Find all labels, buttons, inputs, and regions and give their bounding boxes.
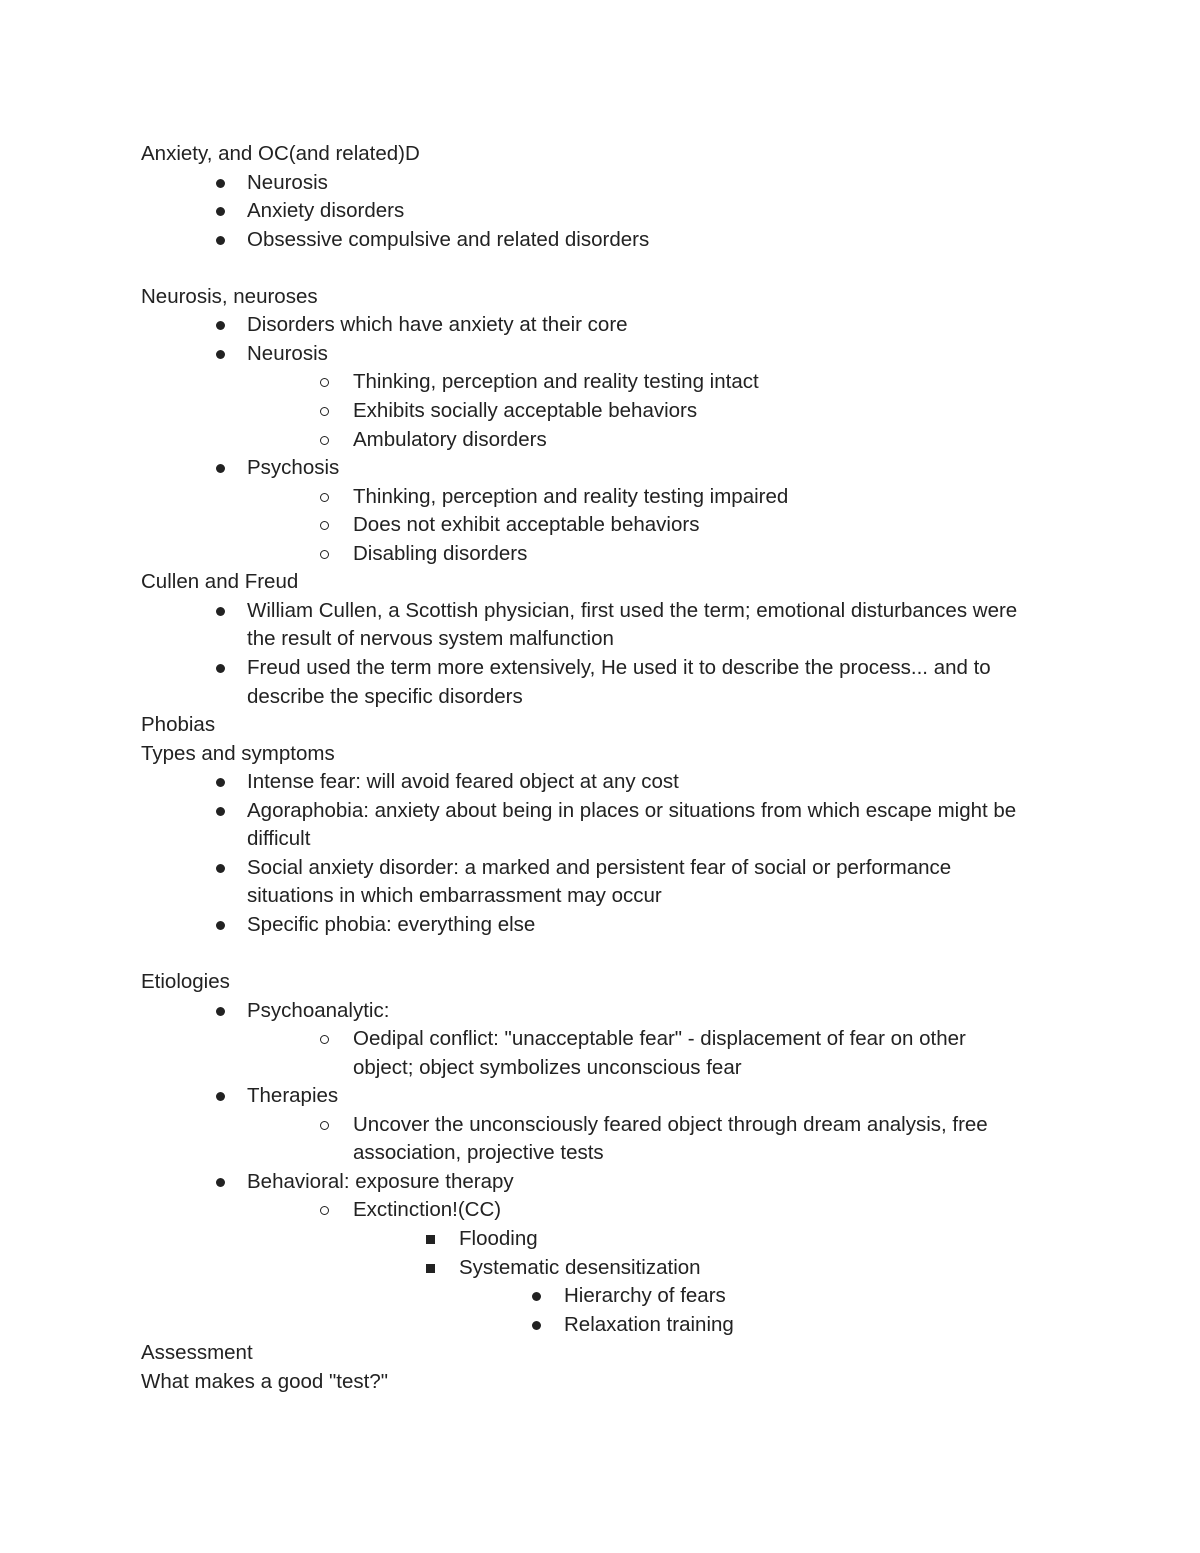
list-item: Ambulatory disorders bbox=[353, 427, 547, 451]
disc-bullet-icon bbox=[216, 464, 225, 473]
disc-bullet-icon bbox=[216, 807, 225, 816]
list-item: Agoraphobia: anxiety about being in places or situations from which escape might be bbox=[247, 798, 1017, 822]
list-item: Obsessive compulsive and related disorders bbox=[247, 227, 650, 251]
disc-bullet-icon bbox=[216, 350, 225, 359]
section-heading: Neurosis, neuroses bbox=[141, 284, 318, 308]
disc-bullet-icon bbox=[216, 207, 225, 216]
circle-bullet-icon bbox=[320, 1035, 329, 1044]
list-item: Uncover the unconsciously feared object through dream analysis, free bbox=[353, 1112, 988, 1136]
list-item: Behavioral: exposure therapy bbox=[247, 1169, 514, 1193]
list-item-continuation: the result of nervous system malfunction bbox=[247, 627, 614, 651]
list-item-continuation: association, projective tests bbox=[353, 1141, 604, 1165]
list-item: Anxiety disorders bbox=[247, 199, 405, 223]
list-item: Intense fear: will avoid feared object at any cost bbox=[247, 770, 679, 794]
list-item: Exhibits socially acceptable behaviors bbox=[353, 398, 698, 422]
section-heading: Types and symptoms bbox=[141, 741, 335, 765]
circle-bullet-icon bbox=[320, 550, 329, 559]
disc-bullet-icon bbox=[216, 607, 225, 616]
list-item-continuation: describe the specific disorders bbox=[247, 684, 523, 708]
disc-bullet-icon bbox=[532, 1321, 541, 1330]
list-item: Neurosis bbox=[247, 170, 328, 194]
section-heading: What makes a good "test?" bbox=[141, 1369, 389, 1393]
list-item: Psychosis bbox=[247, 456, 340, 480]
list-item: Systematic desensitization bbox=[459, 1255, 701, 1279]
list-item: Relaxation training bbox=[564, 1312, 734, 1336]
circle-bullet-icon bbox=[320, 436, 329, 445]
list-item: Does not exhibit acceptable behaviors bbox=[353, 513, 700, 537]
disc-bullet-icon bbox=[216, 921, 225, 930]
section-heading: Etiologies bbox=[141, 970, 230, 993]
list-item: Therapies bbox=[247, 1084, 339, 1108]
list-item: Exctinction!(CC) bbox=[353, 1198, 502, 1222]
disc-bullet-icon bbox=[532, 1292, 541, 1301]
list-item: Neurosis bbox=[247, 341, 328, 365]
list-item-continuation: object; object symbolizes unconscious fear bbox=[353, 1055, 742, 1079]
list-item: Flooding bbox=[459, 1226, 538, 1250]
list-item: Social anxiety disorder: a marked and persistent fear of social or performance bbox=[247, 855, 952, 879]
section-heading: Anxiety, and OC(and related)D bbox=[141, 142, 420, 165]
disc-bullet-icon bbox=[216, 321, 225, 330]
list-item: Psychoanalytic: bbox=[247, 998, 390, 1022]
list-item: Thinking, perception and reality testing intact bbox=[353, 370, 759, 394]
circle-bullet-icon bbox=[320, 1206, 329, 1215]
disc-bullet-icon bbox=[216, 664, 225, 673]
square-bullet-icon bbox=[426, 1235, 435, 1244]
square-bullet-icon bbox=[426, 1264, 435, 1273]
disc-bullet-icon bbox=[216, 778, 225, 787]
list-item: Disorders which have anxiety at their core bbox=[247, 313, 628, 337]
list-item: Hierarchy of fears bbox=[564, 1284, 726, 1307]
circle-bullet-icon bbox=[320, 407, 329, 416]
circle-bullet-icon bbox=[320, 378, 329, 387]
list-item: Thinking, perception and reality testing impaired bbox=[353, 484, 789, 508]
disc-bullet-icon bbox=[216, 1007, 225, 1016]
disc-bullet-icon bbox=[216, 1178, 225, 1187]
list-item: Disabling disorders bbox=[353, 541, 528, 565]
circle-bullet-icon bbox=[320, 521, 329, 530]
disc-bullet-icon bbox=[216, 1092, 225, 1101]
disc-bullet-icon bbox=[216, 236, 225, 245]
circle-bullet-icon bbox=[320, 493, 329, 502]
list-item: Freud used the term more extensively, He used it to describe the process... and to bbox=[247, 655, 991, 679]
section-heading: Assessment bbox=[141, 1341, 253, 1365]
list-item: William Cullen, a Scottish physician, first used the term; emotional disturbances were bbox=[247, 598, 1018, 622]
list-item-continuation: situations in which embarrassment may occur bbox=[247, 884, 662, 908]
circle-bullet-icon bbox=[320, 1121, 329, 1130]
section-heading: Cullen and Freud bbox=[141, 570, 299, 594]
list-item-continuation: difficult bbox=[247, 827, 311, 851]
section-heading: Phobias bbox=[141, 713, 216, 736]
list-item: Oedipal conflict: "unacceptable fear" - displacement of fear on other bbox=[353, 1027, 966, 1051]
disc-bullet-icon bbox=[216, 179, 225, 188]
disc-bullet-icon bbox=[216, 864, 225, 873]
list-item: Specific phobia: everything else bbox=[247, 912, 536, 936]
